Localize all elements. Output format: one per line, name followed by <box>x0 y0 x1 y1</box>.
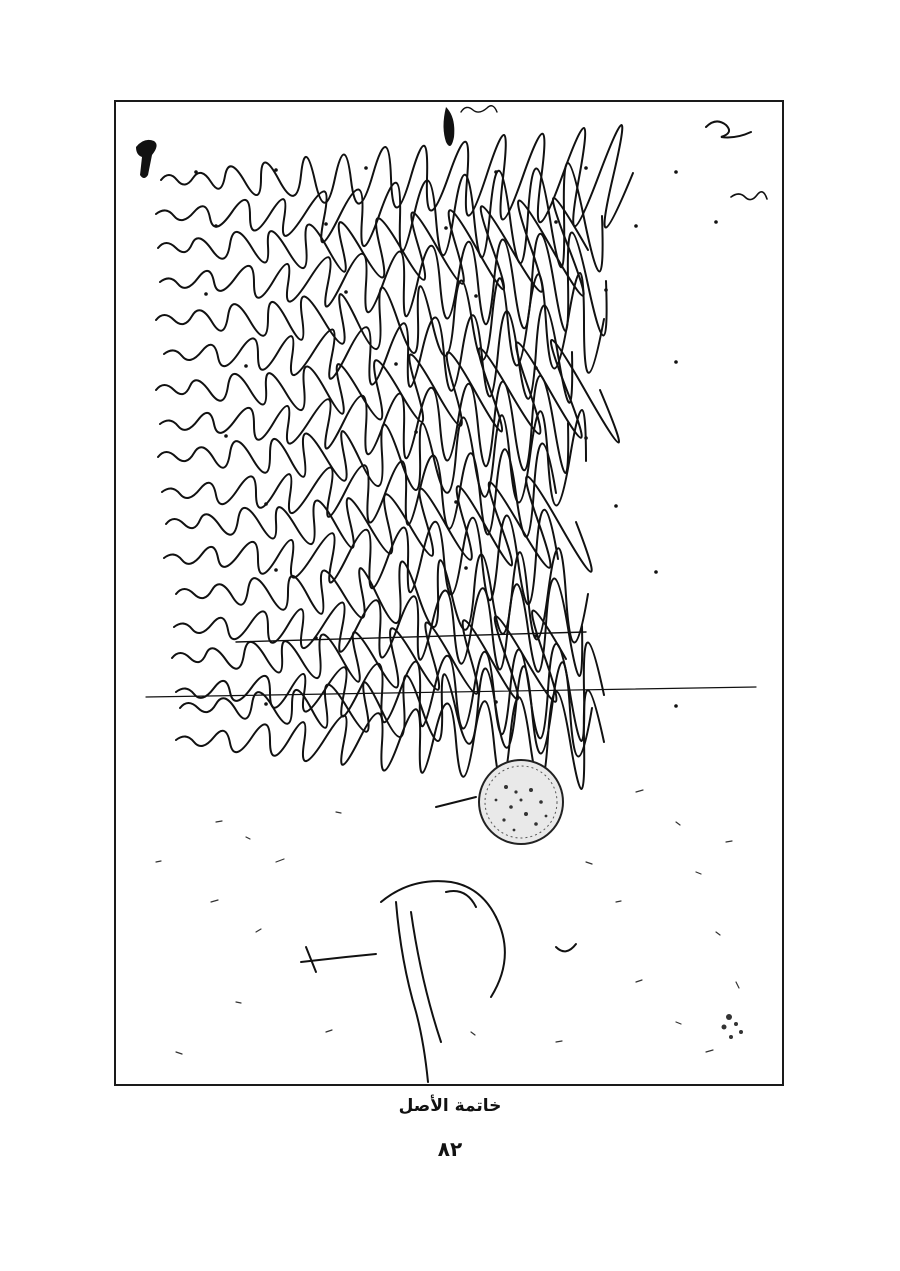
margin-note <box>731 192 767 200</box>
manuscript-frame <box>114 100 784 1086</box>
figure-caption: خاتمة الأصل <box>398 1096 502 1116</box>
handwritten-text <box>146 125 756 789</box>
dense-mark <box>722 1014 744 1039</box>
page-number: ٨٢ <box>437 1137 463 1161</box>
manuscript-image <box>116 102 784 1086</box>
opening-mark <box>136 140 157 178</box>
header-marks <box>444 106 752 146</box>
seal <box>479 760 563 844</box>
scan-specks <box>156 790 739 1054</box>
